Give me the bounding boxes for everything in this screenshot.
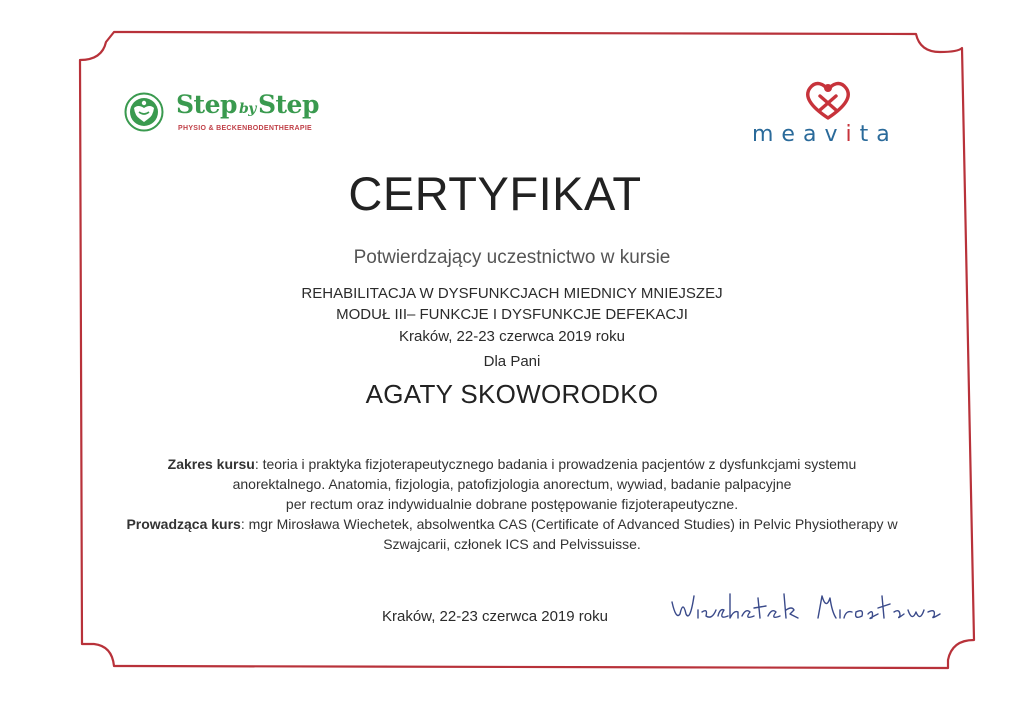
instructor-text-1: : mgr Mirosława Wiechetek, absolwentka CAS (Certificate of Advanced Studies) in Pelvic Physiotherapy w — [240, 516, 898, 532]
confirmation-text: Potwierdzający uczestnictwo w kursie — [353, 247, 671, 268]
scope-text-1: : teoria i praktyka fizjoterapeutycznego badania i prowadzenia pacjentów z dysfunkcjami systemu — [254, 456, 857, 472]
logo-wordmark — [752, 122, 898, 147]
logo-title-step-2: Step — [257, 90, 319, 119]
meavita-logo — [740, 78, 910, 158]
step-by-step-logo — [118, 86, 318, 142]
course-place-date: Kraków, 22-23 czerwca 2019 roku — [399, 328, 625, 345]
course-name-line-2: MODUŁ III– FUNKCJE I DYSFUNKCJE DEFEKACJI — [336, 306, 688, 323]
scope-label: Zakres kursu — [167, 456, 255, 472]
footer-place-date: Kraków, 22-23 czerwca 2019 roku — [382, 608, 608, 625]
scope-line-2: anorektalnego. Anatomia, fizjologia, patofizjologia anorectum, wywiad, badanie palpacyjne — [232, 476, 792, 492]
logo-wordmark-accent: i — [845, 122, 860, 147]
certificate-title: CERTYFIKAT — [348, 167, 642, 220]
course-name-line-1: REHABILITACJA W DYSFUNKCJACH MIEDNICY MNIEJSZEJ — [301, 285, 723, 302]
logo-subtitle: PHYSIO & BECKENBODENTHERAPIE — [178, 125, 313, 132]
scope-line-3: per rectum oraz indywidualnie dobrane postępowanie fizjoterapeutyczne. — [285, 496, 739, 512]
scope-line-1 — [12, 456, 1012, 472]
instructor-label: Prowadząca kurs — [126, 516, 241, 532]
logo-wordmark-start: meav — [752, 122, 846, 147]
logo-title-step: Step — [176, 90, 237, 119]
logo-title — [176, 90, 319, 119]
pelvis-logo-icon — [124, 92, 164, 132]
recipient-name: AGATY SKOWORODKO — [365, 379, 659, 409]
heart-figure-icon — [802, 78, 854, 122]
handwritten-signature — [668, 580, 948, 640]
instructor-line-1 — [12, 516, 1012, 532]
logo-title-by: by — [239, 101, 256, 117]
instructor-line-2: Szwajcarii, członek ICS and Pelvissuisse. — [383, 536, 641, 552]
logo-wordmark-end: ta — [859, 122, 898, 147]
dedication-text: Dla Pani — [483, 353, 541, 370]
